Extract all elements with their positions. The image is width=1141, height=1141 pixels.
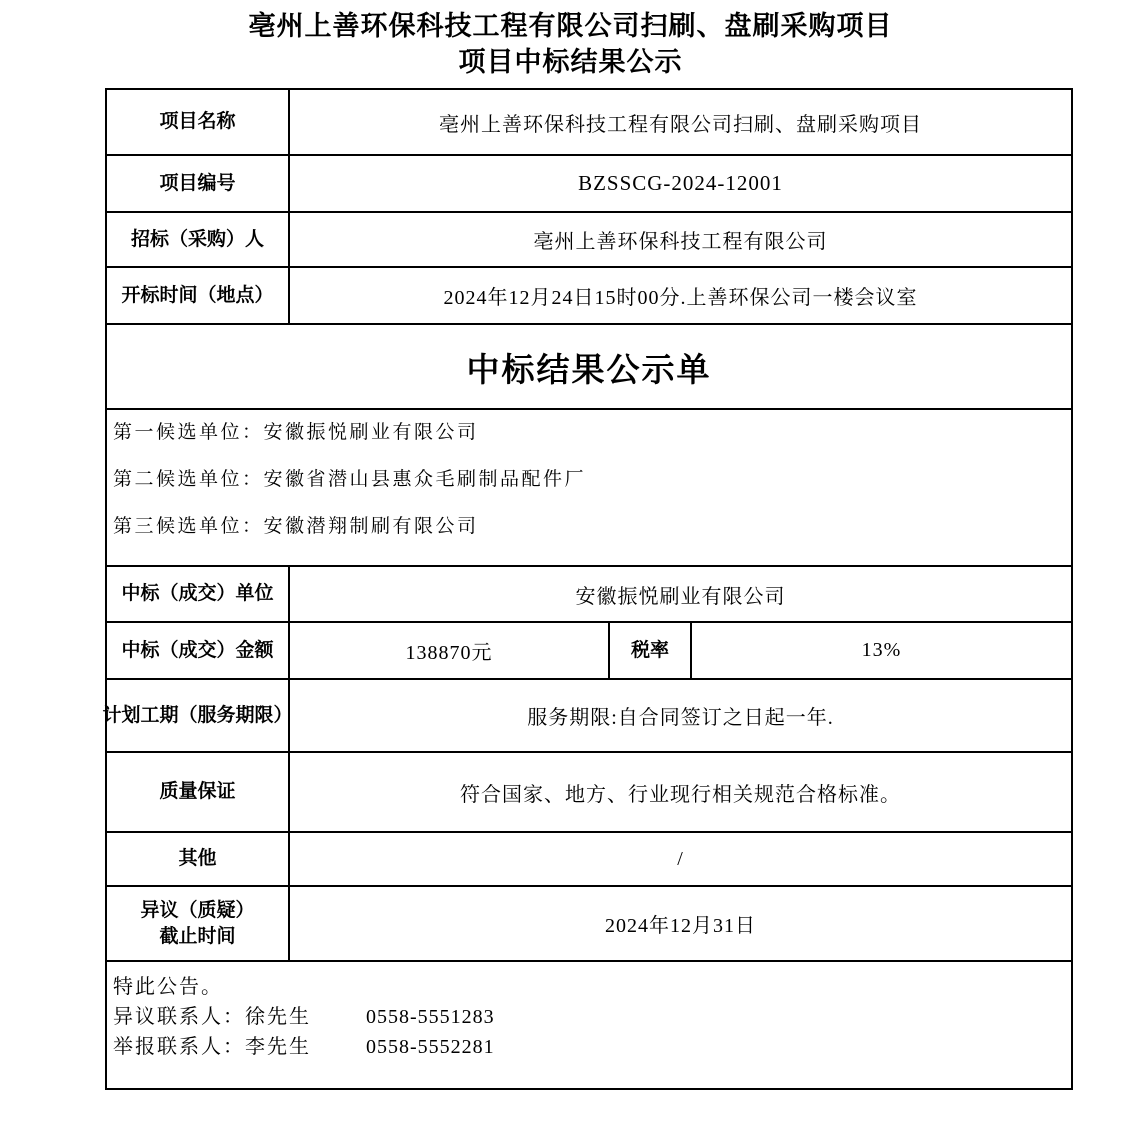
report-contact-name: 举报联系人：李先生 xyxy=(113,1036,311,1058)
row-other xyxy=(107,833,1071,887)
row-project-name xyxy=(107,90,1071,156)
objection-deadline-label-line1: 异议（质疑） xyxy=(140,899,255,921)
amount-label: 中标（成交）金额 xyxy=(107,623,290,678)
bid-opening-value: 2024年12月24日15时00分.上善环保公司一楼会议室 xyxy=(443,287,918,309)
candidate-list xyxy=(107,410,1071,565)
footer-notes xyxy=(107,962,1071,1088)
objection-deadline-value: 2024年12月31日 xyxy=(605,915,756,937)
candidate-second: 第二候选单位：安徽省潜山县惠众毛刷制品配件厂 xyxy=(113,469,587,490)
result-table xyxy=(102,88,1073,1090)
tax-rate-label: 税率 xyxy=(610,623,692,678)
row-footer xyxy=(107,962,1071,1088)
document-title xyxy=(0,8,1141,80)
footer-notice: 特此公告。 xyxy=(113,976,223,998)
row-objection-deadline xyxy=(107,887,1071,962)
report-contact-phone: 0558-5552281 xyxy=(366,1036,495,1058)
document-title-line2: 项目中标结果公示 xyxy=(458,47,683,77)
row-winner xyxy=(107,567,1071,623)
candidate-first: 第一候选单位：安徽振悦刷业有限公司 xyxy=(113,422,479,443)
row-quality xyxy=(107,753,1071,833)
footer-objection-contact xyxy=(113,1002,1063,1032)
project-number-label: 项目编号 xyxy=(107,156,290,211)
row-section-header xyxy=(107,325,1071,410)
row-purchaser xyxy=(107,213,1071,268)
other-value: / xyxy=(677,847,684,870)
row-candidates xyxy=(107,410,1071,567)
quality-label: 质量保证 xyxy=(107,753,290,831)
service-period-value: 服务期限:自合同签订之日起一年. xyxy=(527,707,834,729)
winner-label: 中标（成交）单位 xyxy=(107,567,290,621)
row-service-period xyxy=(102,680,1071,753)
section-title: 中标结果公示单 xyxy=(466,353,712,389)
row-project-number xyxy=(107,156,1071,213)
quality-value: 符合国家、地方、行业现行相关规范合格标准。 xyxy=(460,783,901,806)
project-number-value: BZSSCG-2024-12001 xyxy=(578,171,783,195)
objection-contact-phone: 0558-5551283 xyxy=(366,1006,495,1028)
service-period-label: 计划工期（服务期限） xyxy=(107,680,290,751)
tax-rate-value: 13% xyxy=(861,639,902,661)
objection-deadline-label-line2: 截止时间 xyxy=(159,925,236,947)
purchaser-value: 亳州上善环保科技工程有限公司 xyxy=(533,231,828,253)
candidate-third: 第三候选单位：安徽潜翔制刷有限公司 xyxy=(113,516,479,537)
document-title-line1: 亳州上善环保科技工程有限公司扫刷、盘刷采购项目 xyxy=(248,11,893,41)
objection-deadline-label xyxy=(107,887,290,960)
footer-report-contact xyxy=(113,1032,1063,1062)
other-label: 其他 xyxy=(107,833,290,885)
amount-value: 138870元 xyxy=(290,623,610,678)
project-name-label: 项目名称 xyxy=(107,90,290,154)
objection-contact-name: 异议联系人：徐先生 xyxy=(113,1006,311,1028)
project-name-value: 亳州上善环保科技工程有限公司扫刷、盘刷采购项目 xyxy=(439,113,922,136)
row-bid-opening xyxy=(107,268,1071,325)
purchaser-label: 招标（采购）人 xyxy=(107,213,290,266)
row-amount-tax xyxy=(107,623,1071,680)
bid-opening-label: 开标时间（地点） xyxy=(107,268,290,323)
winner-value: 安徽振悦刷业有限公司 xyxy=(575,585,786,608)
